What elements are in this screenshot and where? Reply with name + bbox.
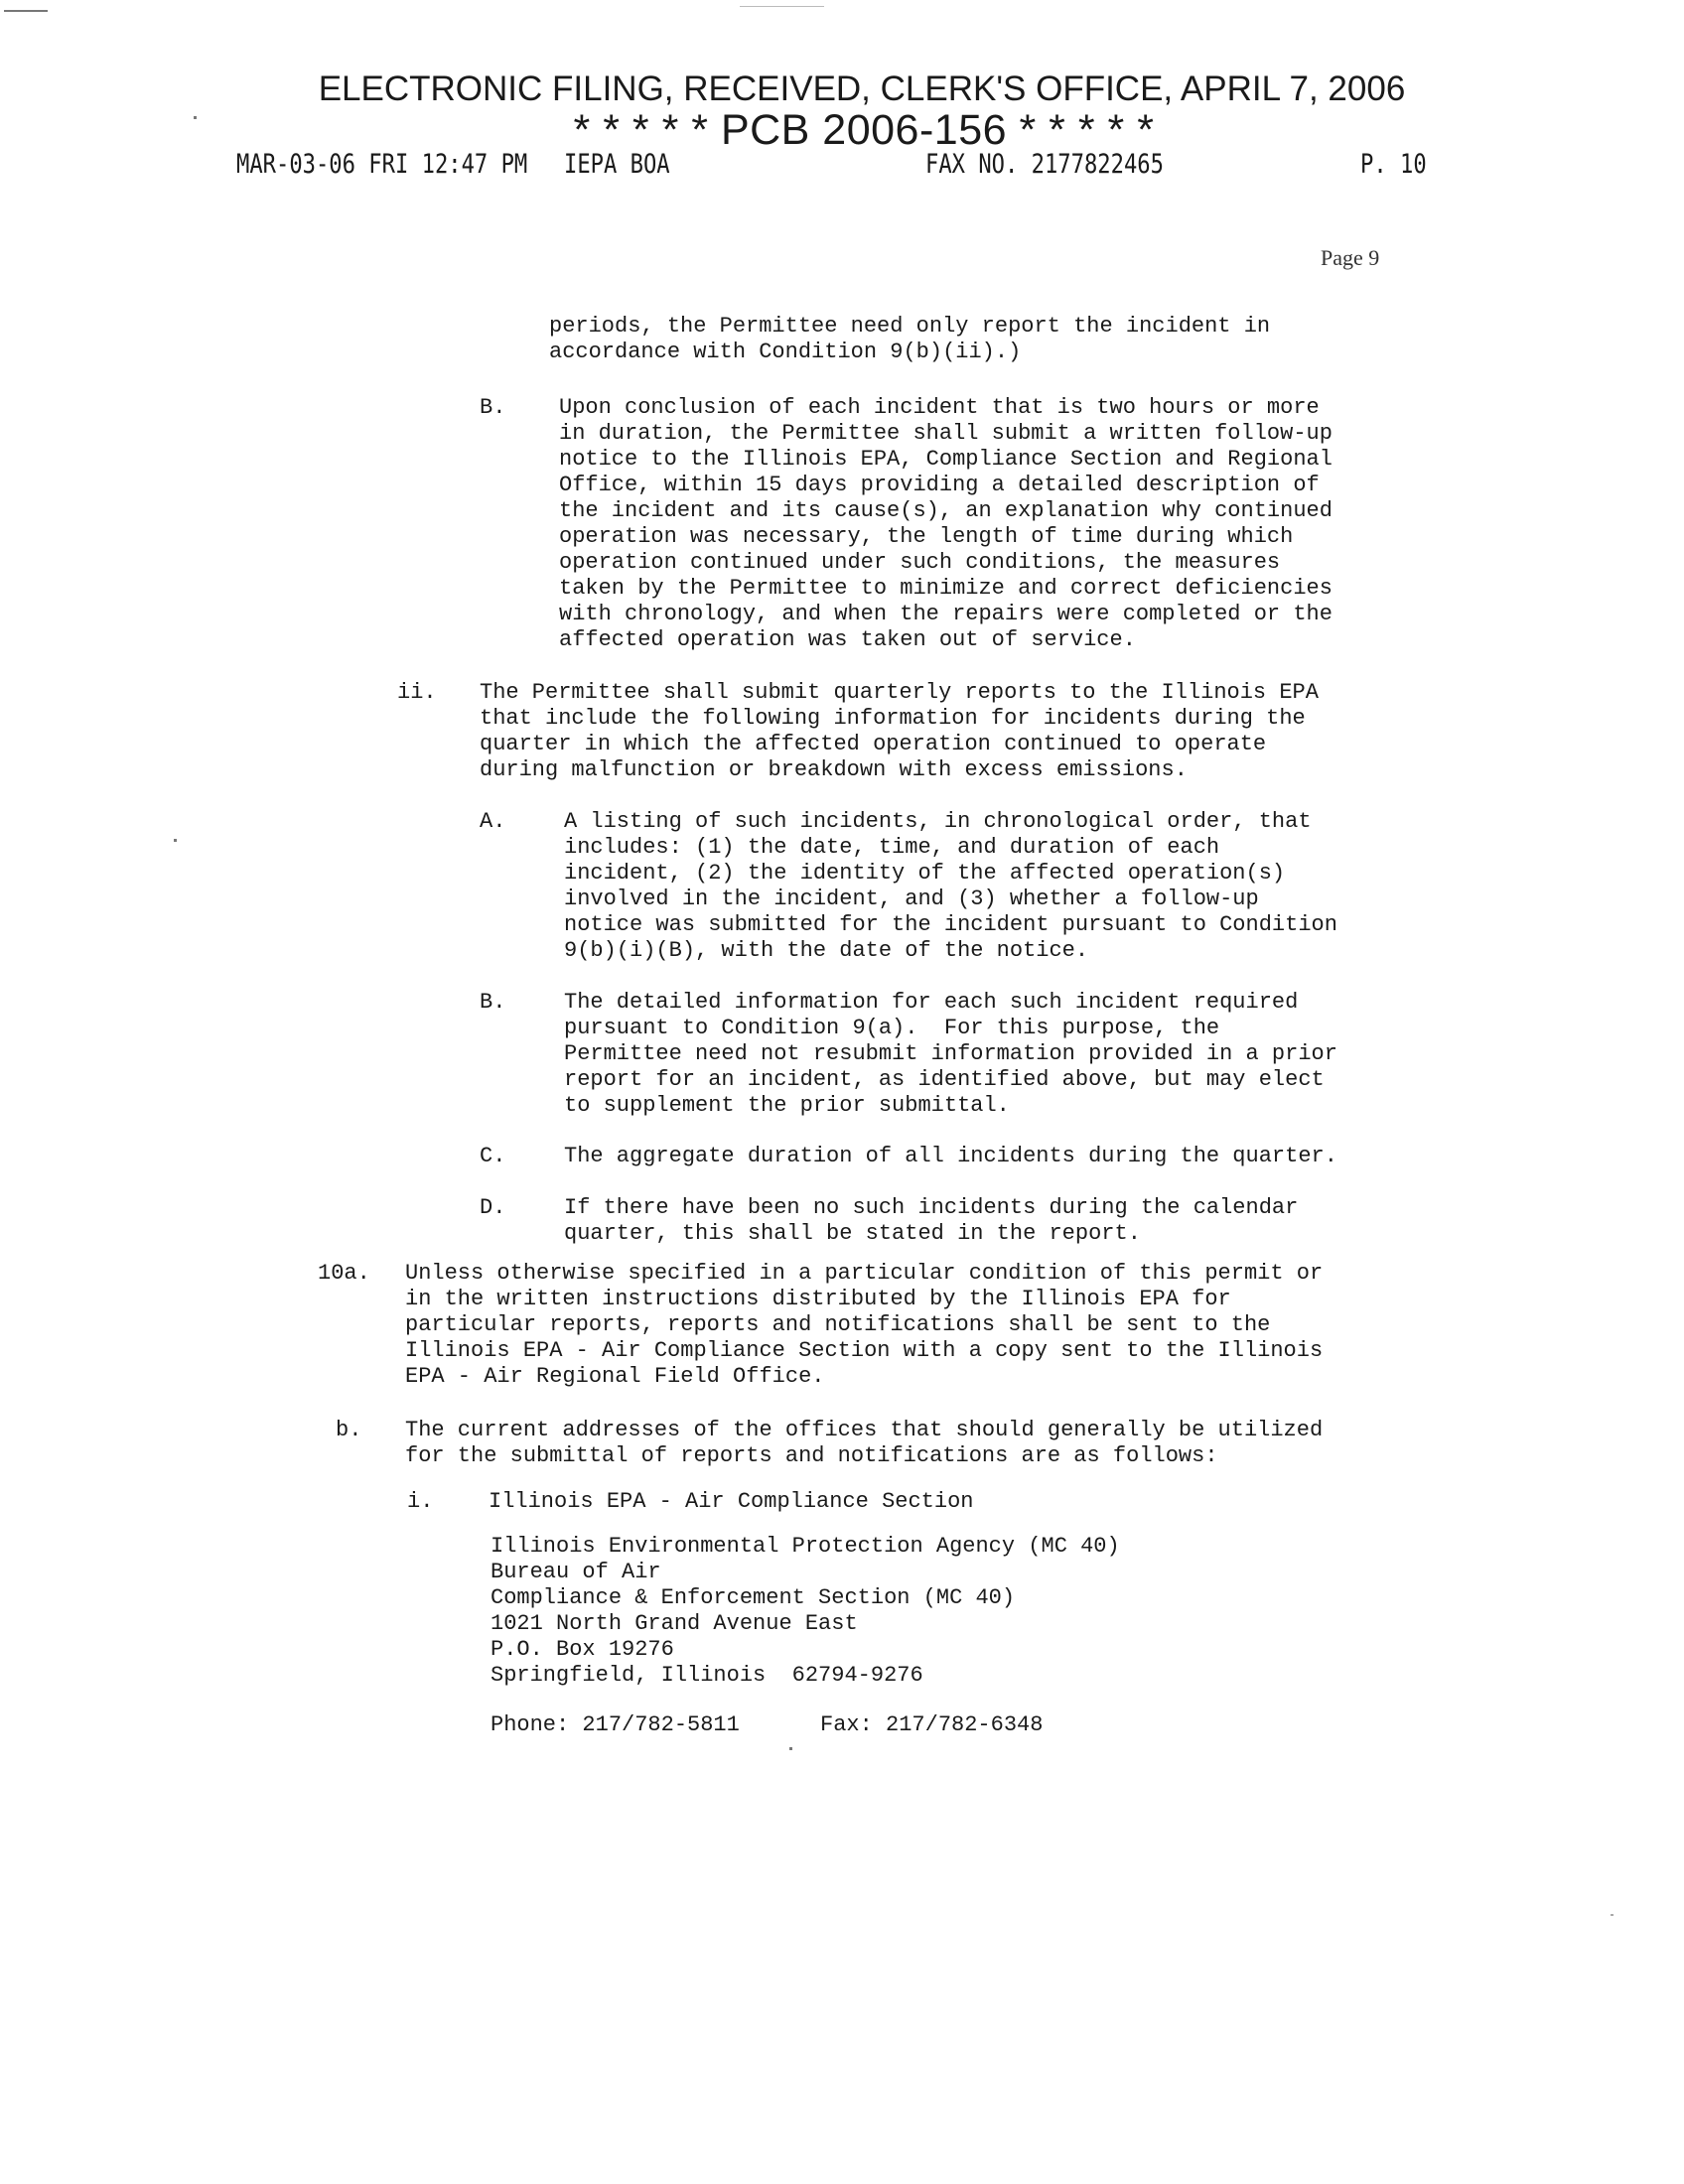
text-line: report for an incident, as identified above, but may elect [564, 1067, 1325, 1092]
scan-mark [174, 839, 177, 842]
text-line: with chronology, and when the repairs were completed or the [559, 602, 1333, 626]
paragraph-D [564, 1195, 1298, 1247]
phone-number: Phone: 217/782-5811 [491, 1712, 740, 1737]
paragraph-A [564, 809, 1337, 964]
text-line: If there have been no such incidents during the calendar [564, 1195, 1299, 1220]
paragraph-B [564, 990, 1337, 1119]
item-marker: B. [480, 990, 506, 1015]
text-line: in the written instructions distributed by the Illinois EPA for [405, 1287, 1231, 1311]
text-line: particular reports, reports and notifications shall be sent to the [405, 1312, 1271, 1337]
text-line: Illinois EPA - Air Compliance Section with a copy sent to the Illinois [405, 1338, 1324, 1363]
text-line: involved in the incident, and (3) whether a follow-up [564, 887, 1259, 911]
address-line: Illinois Environmental Protection Agency (MC 40) [491, 1534, 1120, 1559]
item-marker: C. [480, 1144, 506, 1168]
paragraph-b [559, 395, 1333, 653]
fax-date-time: MAR-03-06 FRI 12:47 PM [236, 149, 528, 180]
paragraph-ii [480, 680, 1319, 783]
address-line: Bureau of Air [491, 1560, 661, 1584]
paragraph-C [564, 1144, 1337, 1169]
text-line: 9(b)(i)(B), with the date of the notice. [564, 938, 1089, 963]
item-marker: ii. [397, 680, 437, 705]
item-marker: A. [480, 809, 506, 834]
fax-number-contact: Fax: 217/782-6348 [820, 1712, 1044, 1737]
text-line: incident, (2) the identity of the affected operation(s) [564, 861, 1286, 886]
text-line: in duration, the Permittee shall submit a written follow-up [559, 421, 1333, 446]
text-line: to supplement the prior submittal. [564, 1093, 1010, 1118]
text-line: Permittee need not resubmit information provided in a prior [564, 1041, 1337, 1066]
office-heading: Illinois EPA - Air Compliance Section [489, 1489, 974, 1514]
text-line: affected operation was taken out of service. [559, 627, 1136, 652]
text-line: pursuant to Condition 9(a). For this purpose, the [564, 1016, 1220, 1040]
continuation-line: periods, the Permittee need only report the incident in [549, 314, 1271, 339]
page-number: Page 9 [1321, 245, 1380, 270]
text-line: The Permittee shall submit quarterly reports to the Illinois EPA [480, 680, 1319, 705]
scan-mark [4, 10, 48, 12]
scan-mark [740, 6, 824, 7]
text-line: A listing of such incidents, in chronological order, that [564, 809, 1312, 834]
address-line: Compliance & Enforcement Section (MC 40) [491, 1585, 1016, 1610]
item-marker: b. [336, 1418, 362, 1442]
continuation-line: accordance with Condition 9(b)(ii).) [549, 340, 1022, 364]
text-line: Unless otherwise specified in a particular condition of this permit or [405, 1261, 1324, 1286]
text-line: The current addresses of the offices that should generally be utilized [405, 1418, 1324, 1442]
text-line: operation was necessary, the length of time during which [559, 524, 1294, 549]
fax-page: P. 10 [1360, 149, 1427, 180]
text-line: The aggregate duration of all incidents during the quarter. [564, 1144, 1337, 1168]
item-marker: 10a. [318, 1261, 370, 1286]
text-line: Office, within 15 days providing a detailed description of [559, 473, 1320, 497]
text-line: EPA - Air Regional Field Office. [405, 1364, 825, 1389]
text-line: The detailed information for each such incident required [564, 990, 1299, 1015]
paragraph-b-addresses [405, 1418, 1323, 1469]
scan-mark [789, 1747, 792, 1750]
text-line: taken by the Permittee to minimize and correct deficiencies [559, 576, 1333, 601]
text-line: operation continued under such conditions, the measures [559, 550, 1281, 575]
docket-number: * * * * * PCB 2006-156 * * * * * [573, 106, 1155, 154]
text-line: notice was submitted for the incident pursuant to Condition [564, 912, 1337, 937]
address-line: 1021 North Grand Avenue East [491, 1611, 858, 1636]
paragraph-10a [405, 1261, 1323, 1390]
text-line: notice to the Illinois EPA, Compliance Section and Regional [559, 447, 1333, 472]
address-line: P.O. Box 19276 [491, 1637, 674, 1662]
item-marker: B. [480, 395, 506, 420]
mailing-address [491, 1534, 1120, 1689]
text-line: the incident and its cause(s), an explanation why continued [559, 498, 1333, 523]
text-line: Upon conclusion of each incident that is two hours or more [559, 395, 1320, 420]
item-marker: D. [480, 1195, 506, 1220]
text-line: during malfunction or breakdown with excess emissions. [480, 757, 1188, 782]
scan-mark [194, 116, 197, 119]
fax-number: FAX NO. 2177822465 [925, 149, 1164, 180]
text-line: that include the following information for incidents during the [480, 706, 1306, 731]
scan-mark [1611, 1914, 1614, 1916]
filing-stamp: ELECTRONIC FILING, RECEIVED, CLERK'S OFFICE, APRIL 7, 2006 [318, 69, 1406, 108]
text-line: quarter in which the affected operation continued to operate [480, 732, 1267, 756]
text-line: quarter, this shall be stated in the report. [564, 1221, 1141, 1246]
address-line: Springfield, Illinois 62794-9276 [491, 1663, 923, 1688]
text-line: for the submittal of reports and notifications are as follows: [405, 1443, 1218, 1468]
item-marker: i. [407, 1489, 434, 1514]
fax-sender: IEPA BOA [564, 149, 670, 180]
text-line: includes: (1) the date, time, and duration of each [564, 835, 1220, 860]
